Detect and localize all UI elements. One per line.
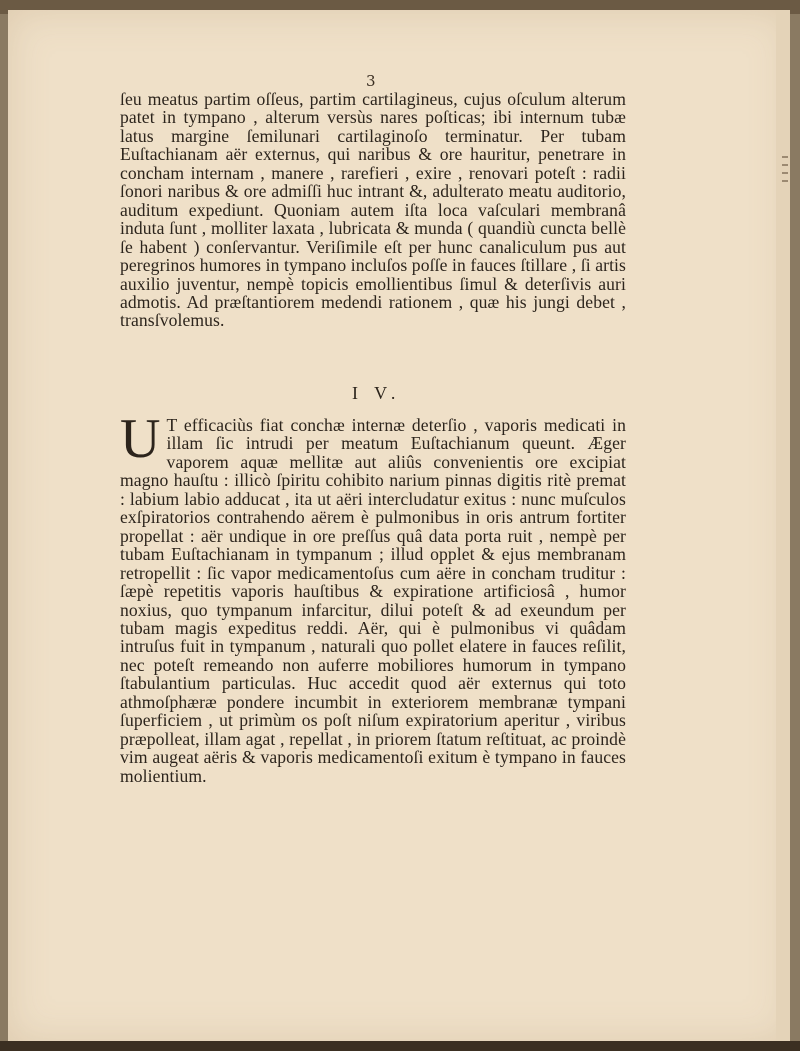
- paragraph-1: ſeu meatus partim oſſeus, partim cartilagineus, cujus oſculum alterum patet in tympano , alterum versùs nares poſticas; ibi internum tubæ latus margine ſemilunari cartilaginoſo terminatur. Per tubam Euſtachianam aër externus, qui naribus & ore hauritur, penetrare in concham internam , manere , rarefieri , exire , renovari poteſt : radii ſonori naribus & ore admiſſi huc intrant &, adulterato meatu auditorio, auditum expediunt. Quoniam autem iſta loca vaſculari membranâ induta ſunt , molliter laxata , lubricata & munda ( quandiù cuncta bellè ſe habent ) conſervantur. Veriſimile eſt per hunc canaliculum pus aut peregrinos humores in tympano incluſos poſſe in fauces ſtillare , ſi artis auxilio juventur, nempè topicis emollientibus ſimul & deterſivis auri admotis. Ad præſtantiorem medendi rationem , quæ his jungi debet , transſvolemus.: [120, 89, 626, 331]
- paragraph-2: [120, 408, 626, 786]
- section-heading: I V.: [352, 383, 402, 403]
- paragraph-2-text: T efficaciùs fiat conchæ internæ deterſio , vaporis medicati in illam ſic intrudi per meatum Euſtachianum queunt. Æger vaporem aquæ mellitæ aut aliûs convenientis ore excipiat magno hauſtu : illicò ſpiritu cohibito narium pinnas digitis ritè premat : labium labio adducat , ita ut aëri intercludatur exitus : nunc muſculos exſpiratorios contrahendo aërem è pulmonibus in oris antrum fortiter propellat : aër undique in ore preſſus quâ data porta ruit , nempè per tubam Euſtachianam in tympanum ; illud opplet & ejus membranam retropellit : ſic vapor medicamentoſus cum aëre in concham truditur : ſæpè repetitis vaporis hauſtibus & expiratione artificiosâ , humor noxius, quo tympanum infarcitur, dilui poteſt & ad exeundum per tubam magis expeditus reddi. Aër, qui è pulmonibus vi quâdam intruſus fuit in tympanum , naturali quo pollet elatere in fauces reſilit, nec poteſt remeando non auferre mobiliores humorum in tympano ſtabulantium particulas. Huc accedit quod aër externus qui toto athmoſphæræ pondere incumbit in exteriorem membranæ tympani ſuperficiem , ut primùm os poſt niſum expiratorium aperitur , viribus præpolleat, illam agat , repellat , in priorem ſtatum reſtituat, ac proindè vim augeat aëris & vaporis medicamentoſi exitum è tympano in fauces molientium.: [120, 415, 626, 786]
- drop-cap: U: [120, 408, 161, 470]
- facing-page-bleed: [782, 150, 792, 320]
- book-edge-bottom: [0, 1041, 800, 1051]
- page-number: 3: [366, 72, 376, 90]
